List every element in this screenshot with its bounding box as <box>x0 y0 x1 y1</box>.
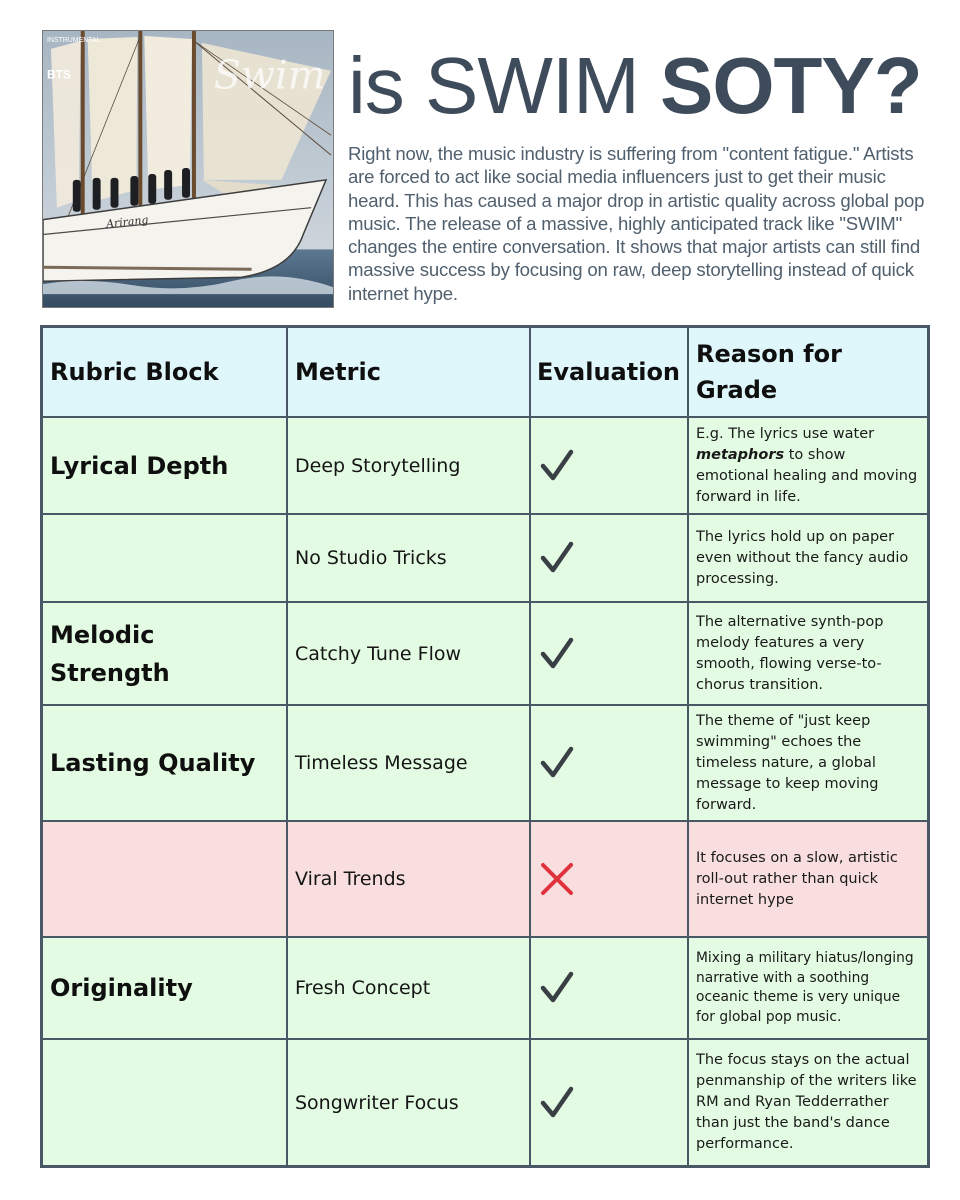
column-header-rubric-block: Rubric Block <box>50 358 219 386</box>
reason-cell <box>687 418 927 513</box>
evaluation-cell <box>529 938 687 1038</box>
check-icon <box>537 743 577 783</box>
check-icon <box>537 1083 577 1123</box>
rubric-block-cell: Lasting Quality <box>50 749 256 777</box>
check-icon <box>537 968 577 1008</box>
metric-cell: Songwriter Focus <box>286 1040 529 1165</box>
rubric-block-cell <box>43 515 286 601</box>
cover-artist: BTS <box>46 67 71 82</box>
table-header-row <box>43 328 927 416</box>
metric-cell: Viral Trends <box>286 822 529 936</box>
reason-cell: The lyrics hold up on paper even without the fancy audio processing. <box>687 515 927 601</box>
cross-icon <box>537 859 577 899</box>
metric-cell: Fresh Concept <box>286 938 529 1038</box>
reason-cell: The focus stays on the actual penmanship of the writers like RM and Ryan Tedderrather than just the band's dance performance. <box>687 1040 927 1165</box>
cover-label: INSTRUMENTAL <box>46 36 101 44</box>
check-icon <box>537 446 577 486</box>
check-icon <box>537 538 577 578</box>
intro-paragraph: Right now, the music industry is suffering from "content fatigue." Artists are forced to act like social media influencers just to get their music heard. This has caused a major drop in artistic quality across global pop music. The release of a massive, highly anticipated track like "SWIM" changes the entire conversation. It shows that major artists can still find massive success by focusing on raw, deep storytelling instead of quick internet hype. <box>348 143 925 304</box>
reason-cell: The theme of "just keep swimming" echoes the timeless nature, a global message to keep moving forward. <box>687 706 927 820</box>
rubric-table <box>40 325 930 1168</box>
evaluation-cell <box>529 418 687 513</box>
table-row <box>43 936 927 1038</box>
reason-cell: Mixing a military hiatus/longing narrative with a soothing oceanic theme is very unique for global pop music. <box>687 938 927 1038</box>
table-row <box>43 601 927 704</box>
table-row <box>43 416 927 513</box>
metric-cell: No Studio Tricks <box>286 515 529 601</box>
rubric-block-cell <box>43 822 286 936</box>
column-header-metric: Metric <box>286 328 529 416</box>
album-cover-image <box>42 30 334 308</box>
rubric-block-cell: Melodic Strength <box>50 620 170 687</box>
reason-text: E.g. The lyrics use water <box>696 425 875 442</box>
column-header-evaluation: Evaluation <box>529 328 687 416</box>
metric-cell: Deep Storytelling <box>286 418 529 513</box>
reason-emphasis: metaphors <box>696 446 785 463</box>
reason-text-end: to show emotional healing and moving forward in life. <box>696 446 918 505</box>
table-row <box>43 513 927 601</box>
table-row <box>43 1038 927 1165</box>
cover-script-title: Swim <box>213 52 326 99</box>
evaluation-cell <box>529 706 687 820</box>
check-icon <box>537 634 577 674</box>
table-row <box>43 820 927 936</box>
title-bold: SOTY? <box>659 41 922 130</box>
table-row <box>43 704 927 820</box>
metric-cell: Catchy Tune Flow <box>286 603 529 704</box>
column-header-reason: Reason for Grade <box>687 328 927 416</box>
rubric-block-cell <box>43 1040 286 1165</box>
rubric-block-cell: Lyrical Depth <box>50 451 229 480</box>
evaluation-cell <box>529 603 687 704</box>
evaluation-cell <box>529 1040 687 1165</box>
rubric-block-cell: Originality <box>50 974 193 1002</box>
title-light: is SWIM <box>348 41 660 130</box>
hull-name: Arirang <box>105 213 149 231</box>
reason-cell: It focuses on a slow, artistic roll-out rather than quick internet hype <box>687 822 927 936</box>
page-title <box>348 38 948 138</box>
reason-cell: The alternative synth-pop melody features a very smooth, flowing verse-to-chorus transition. <box>687 603 927 704</box>
metric-cell: Timeless Message <box>286 706 529 820</box>
evaluation-cell <box>529 822 687 936</box>
evaluation-cell <box>529 515 687 601</box>
